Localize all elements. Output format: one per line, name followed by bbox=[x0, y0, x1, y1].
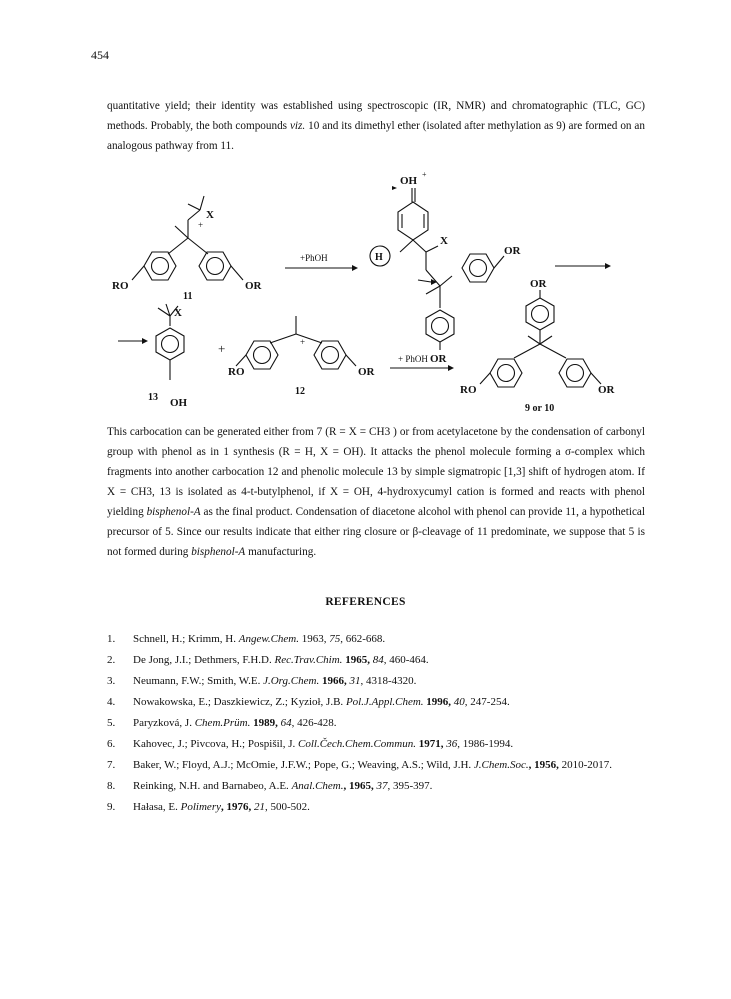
reference-journal: Chem.Prüm. bbox=[194, 717, 251, 729]
reference-pages: , 395-397. bbox=[387, 780, 433, 792]
label-oh-plus: OH bbox=[400, 175, 418, 187]
reference-number: 5. bbox=[107, 717, 116, 729]
arrow-1-label: +PhOH bbox=[300, 253, 328, 263]
label-ro-12: RO bbox=[228, 366, 245, 378]
reference-authors: Paryzková, J. bbox=[133, 717, 195, 729]
para2-bisphenol-1: bisphenol-A bbox=[146, 506, 201, 518]
label-plus-sign: + bbox=[218, 341, 226, 356]
reference-item bbox=[107, 800, 647, 815]
label-ro-11: RO bbox=[112, 280, 129, 292]
reference-number: 9. bbox=[107, 801, 116, 813]
reference-item bbox=[107, 758, 647, 773]
reference-year: 1963, bbox=[299, 633, 330, 645]
reference-journal: Anal.Chem. bbox=[291, 780, 344, 792]
para2-text: This carbocation can be generated either from 7 (R = X = CH3 ) or from acetylacetone by the condensation of carbonyl group with phenol as in 1 synthesis (R = H, X = OH). It attacks the phenol molecule forming a σ-complex which fragments into another carbocation 12 and phenolic molecule 13 by simple sigmatropic [1,3] shift of hydrogen atom. If X = CH3, 13 is isolated as 4-t-butylphenol, if X = OH, 4-hydroxycumyl cation is formed and reacts with phenol yielding bbox=[107, 426, 645, 518]
label-h-circle: H bbox=[375, 252, 383, 263]
para2-text-2: as the final product. Condensation of diacetone alcohol with phenol can provide 11, a hypothetical precursor of 5. Since our results indicate that either ring closure or β-cleavage of 11 predominate, we suppose that 5 is not formed during bbox=[107, 506, 645, 558]
reference-item bbox=[107, 653, 647, 668]
arrow-4-label: + PhOH bbox=[398, 354, 428, 364]
label-ro-910: RO bbox=[460, 384, 477, 396]
reference-item bbox=[107, 779, 647, 794]
para1-text-b: 10 and its dimethyl ether (isolated after methylation as 9) are formed on an analogous pathway from 11. bbox=[107, 120, 645, 152]
sigma-complex-structure bbox=[370, 170, 504, 350]
reference-pages: , 426-428. bbox=[291, 717, 337, 729]
reference-number: 1. bbox=[107, 633, 116, 645]
reference-journal: Rec.Trav.Chim. bbox=[274, 654, 343, 666]
para2-bisphenol-2: bisphenol-A bbox=[191, 546, 246, 558]
reference-year: 1971, bbox=[415, 738, 447, 750]
label-or-11: OR bbox=[245, 280, 262, 292]
reference-volume: 40 bbox=[453, 696, 465, 708]
reference-item bbox=[107, 716, 647, 731]
reference-year: 1965, bbox=[342, 654, 373, 666]
compound-11-structure bbox=[132, 196, 243, 280]
compound-9-10-structure bbox=[480, 290, 601, 387]
reference-item bbox=[107, 737, 647, 752]
compound-label-13: 13 bbox=[148, 392, 158, 403]
label-oh-13: OH bbox=[170, 397, 188, 409]
reference-item bbox=[107, 674, 647, 689]
reference-number: 4. bbox=[107, 696, 116, 708]
para2-text-3: manufacturing. bbox=[245, 546, 317, 558]
reference-journal: J.Chem.Soc. bbox=[473, 759, 529, 771]
label-or-mid-right: OR bbox=[504, 245, 521, 257]
reference-year: 1989, bbox=[250, 717, 281, 729]
label-plus-oh: + bbox=[422, 170, 427, 179]
compound-label-11: 11 bbox=[183, 291, 193, 302]
compound-label-9-10: 9 or 10 bbox=[525, 403, 555, 413]
reference-year: , 1956, bbox=[528, 759, 562, 771]
reference-year: 1966, bbox=[319, 675, 350, 687]
label-or-12: OR bbox=[358, 366, 375, 378]
page-number: 454 bbox=[91, 48, 109, 62]
reference-pages: , 247-254. bbox=[464, 696, 510, 708]
reference-journal: Pol.J.Appl.Chem. bbox=[345, 696, 424, 708]
label-or-910: OR bbox=[598, 384, 615, 396]
reference-pages: , 1986-1994. bbox=[457, 738, 514, 750]
paragraph-intro bbox=[107, 96, 645, 156]
reference-item bbox=[107, 695, 647, 710]
reference-authors: Schnell, H.; Krimm, H. bbox=[133, 633, 239, 645]
reference-authors: Neumann, F.W.; Smith, W.E. bbox=[133, 675, 264, 687]
reference-journal: Angew.Chem. bbox=[238, 633, 300, 645]
reference-number: 8. bbox=[107, 780, 116, 792]
reference-number: 2. bbox=[107, 654, 116, 666]
reference-pages: , 4318-4320. bbox=[360, 675, 417, 687]
reference-year: 1996, bbox=[423, 696, 454, 708]
references-list bbox=[107, 632, 647, 821]
label-x-13: X bbox=[174, 307, 182, 319]
reference-year: , 1965, bbox=[343, 780, 377, 792]
reference-authors: De Jong, J.I.; Dethmers, F.H.D. bbox=[133, 654, 275, 666]
label-or-mid-bottom: OR bbox=[430, 353, 447, 365]
reference-pages: , 662-668. bbox=[340, 633, 386, 645]
reference-item bbox=[107, 632, 647, 647]
reaction-scheme bbox=[100, 168, 660, 413]
reference-authors: Hałasa, E. bbox=[133, 801, 181, 813]
reference-authors: Reinking, N.H. and Barnabeo, A.E. bbox=[133, 780, 292, 792]
reference-journal: Polimery bbox=[180, 801, 221, 813]
para1-text-a: quantitative yield; their identity was established using spectroscopic (IR, NMR) and chromatographic (TLC, GC) methods. Probably, the both compounds bbox=[107, 100, 645, 132]
reference-authors: Kahovec, J.; Pivcova, H.; Pospišil, J. bbox=[133, 738, 298, 750]
reference-volume: 21 bbox=[253, 801, 265, 813]
reference-number: 3. bbox=[107, 675, 116, 687]
para1-viz: viz. bbox=[289, 120, 306, 132]
compound-12-structure bbox=[236, 316, 356, 369]
label-x-top: X bbox=[206, 209, 214, 221]
label-plus-12: + bbox=[300, 337, 306, 347]
reference-number: 6. bbox=[107, 738, 116, 750]
reference-journal: J.Org.Chem. bbox=[263, 675, 320, 687]
paragraph-mechanism bbox=[107, 422, 645, 562]
reference-year: , 1976, bbox=[220, 801, 254, 813]
label-or-top-910: OR bbox=[530, 278, 547, 290]
reference-volume: 84 bbox=[372, 654, 384, 666]
reference-volume: 36 bbox=[446, 738, 458, 750]
reference-volume: 64 bbox=[280, 717, 292, 729]
label-plus-top: + bbox=[198, 220, 204, 230]
references-heading: REFERENCES bbox=[325, 596, 406, 608]
reference-journal: Coll.Čech.Chem.Commun. bbox=[298, 738, 416, 750]
label-x-mid: X bbox=[440, 235, 448, 247]
reference-authors: Baker, W.; Floyd, A.J.; McOmie, J.F.W.; Pope, G.; Weaving, A.S.; Wild, J.H. bbox=[133, 759, 474, 771]
reference-pages: , 460-464. bbox=[383, 654, 429, 666]
reference-number: 7. bbox=[107, 759, 116, 771]
reference-volume: 37 bbox=[376, 780, 388, 792]
reference-volume: 75 bbox=[329, 633, 341, 645]
reference-pages: , 500-502. bbox=[264, 801, 310, 813]
reference-authors: Nowakowska, E.; Daszkiewicz, Z.; Kyzioł, J.B. bbox=[133, 696, 346, 708]
reference-pages: 2010-2017. bbox=[561, 759, 613, 771]
reference-volume: 31 bbox=[349, 675, 361, 687]
compound-label-12: 12 bbox=[295, 386, 305, 397]
